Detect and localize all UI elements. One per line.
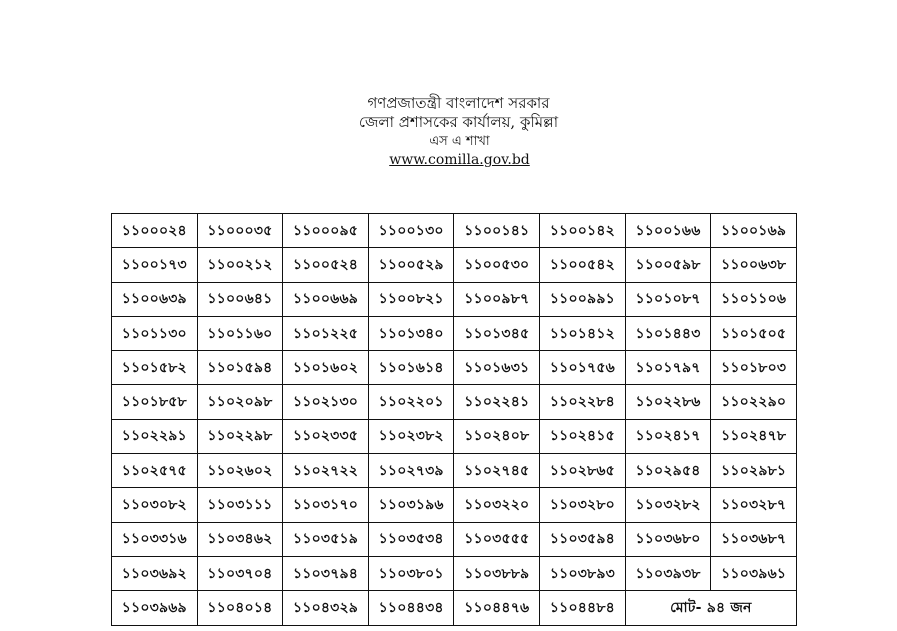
roll-number-cell: ১১০৩৮৮৯ — [454, 556, 540, 590]
roll-number-cell: ১১০৩৫৫৫ — [454, 522, 540, 556]
roll-number-cell: ১১০০৫৯৮ — [625, 248, 711, 282]
roll-number-cell: ১১০১৬৩১ — [454, 351, 540, 385]
roll-number-cell: ১১০২৪০৮ — [454, 419, 540, 453]
roll-number-cell: ১১০১১০৬ — [711, 282, 797, 316]
roll-number-cell: ১১০২২৮৬ — [625, 385, 711, 419]
table-row — [112, 282, 797, 316]
table-row — [112, 351, 797, 385]
roll-number-cell: ১১০২২৮৪ — [540, 385, 626, 419]
roll-number-cell: ১১০৩৩১৬ — [112, 522, 198, 556]
roll-number-cell: ১১০২৬০২ — [197, 454, 283, 488]
table-row — [112, 385, 797, 419]
roll-number-cell: ১১০০৬৪১ — [197, 282, 283, 316]
roll-number-cell: ১১০৪৪৮৪ — [540, 591, 626, 625]
roll-number-cell: ১১০১৭৫৬ — [540, 351, 626, 385]
roll-number-cell: ১১০০০২৪ — [112, 214, 198, 248]
roll-number-cell: ১১০০৯৯১ — [540, 282, 626, 316]
roll-number-cell: ১১০৩২৮৭ — [711, 488, 797, 522]
roll-number-cell: ১১০৩৫১৯ — [283, 522, 369, 556]
roll-number-cell: ১১০২০৯৮ — [197, 385, 283, 419]
roll-number-cell: ১১০১৬১৪ — [368, 351, 454, 385]
section-title: এস এ শাখা — [429, 134, 490, 149]
roll-number-cell: ১১০১৭৯৭ — [625, 351, 711, 385]
roll-number-cell: ১১০২৩৩৫ — [283, 419, 369, 453]
roll-number-cell: ১১০১০৮৭ — [625, 282, 711, 316]
roll-number-cell: ১১০০০৩৫ — [197, 214, 283, 248]
roll-number-cell: ১১০০৯৮৭ — [454, 282, 540, 316]
roll-number-cell: ১১০২২০১ — [368, 385, 454, 419]
roll-number-cell: ১১০৩২২০ — [454, 488, 540, 522]
roll-number-cell: ১১০০১৪২ — [540, 214, 626, 248]
roll-number-cell: ১১০৩৬৮৭ — [711, 522, 797, 556]
roll-number-cell: ১১০১১৬০ — [197, 316, 283, 350]
roll-number-cell: ১১০৩৪৬২ — [197, 522, 283, 556]
total-count: মোট- ৯৪ জন — [625, 591, 796, 625]
table-row — [112, 454, 797, 488]
roll-number-cell: ১১০০৫৪২ — [540, 248, 626, 282]
roll-number-cell: ১১০৩৫৯৪ — [540, 522, 626, 556]
roll-number-cell: ১১০২৪১৫ — [540, 419, 626, 453]
document-header — [0, 94, 897, 170]
roll-number-cell: ১১০২৮৬৫ — [540, 454, 626, 488]
roll-number-cell: ১১০০৫৩০ — [454, 248, 540, 282]
roll-number-cell: ১১০৩৯৬১ — [711, 556, 797, 590]
table-row — [112, 419, 797, 453]
roll-number-cell: ১১০১৩৪০ — [368, 316, 454, 350]
roll-number-cell: ১১০২৪৭৮ — [711, 419, 797, 453]
roll-number-cell: ১১০০২১২ — [197, 248, 283, 282]
roll-number-cell: ১১০০৫২৯ — [368, 248, 454, 282]
roll-number-cell: ১১০২২৯৮ — [197, 419, 283, 453]
roll-number-cell: ১১০৪০১৪ — [197, 591, 283, 625]
roll-number-cell: ১১০৩৭০৪ — [197, 556, 283, 590]
website-link[interactable]: www.comilla.gov.bd — [389, 152, 530, 168]
roll-number-cell: ১১০০১৬৬ — [625, 214, 711, 248]
roll-number-cell: ১১০৩৬৮০ — [625, 522, 711, 556]
table-row — [112, 522, 797, 556]
roll-number-cell: ১১০০৬৬৯ — [283, 282, 369, 316]
table-row — [112, 488, 797, 522]
roll-number-cell: ১১০৪৪৭৬ — [454, 591, 540, 625]
roll-number-cell: ১১০৩৯৩৮ — [625, 556, 711, 590]
roll-number-cell: ১১০১৫৮২ — [112, 351, 198, 385]
roll-number-table — [111, 213, 797, 626]
roll-number-cell: ১১০০৫২৪ — [283, 248, 369, 282]
roll-number-cell: ১১০২৯৫৪ — [625, 454, 711, 488]
roll-number-cell: ১১০৩১৯৬ — [368, 488, 454, 522]
roll-number-cell: ১১০৩৫৩৪ — [368, 522, 454, 556]
roll-number-cell: ১১০০৬৩৯ — [112, 282, 198, 316]
roll-number-cell: ১১০০১৪১ — [454, 214, 540, 248]
table-row — [112, 591, 797, 625]
roll-number-cell: ১১০০১৬৯ — [711, 214, 797, 248]
roll-number-cell: ১১০৩১৭০ — [283, 488, 369, 522]
roll-number-cell: ১১০১৩৪৫ — [454, 316, 540, 350]
roll-number-cell: ১১০১৫০৫ — [711, 316, 797, 350]
roll-number-cell: ১১০৩৮০১ — [368, 556, 454, 590]
roll-number-cell: ১১০১৪৪৩ — [625, 316, 711, 350]
roll-number-cell: ১১০৪৪৩৪ — [368, 591, 454, 625]
roll-number-cell: ১১০২৩৮২ — [368, 419, 454, 453]
roll-number-cell: ১১০১৬০২ — [283, 351, 369, 385]
roll-number-cell: ১১০০১৩০ — [368, 214, 454, 248]
roll-number-cell: ১১০২৫৭৫ — [112, 454, 198, 488]
roll-number-cell: ১১০২৭৪৫ — [454, 454, 540, 488]
roll-number-cell: ১১০৩১১১ — [197, 488, 283, 522]
roll-number-cell: ১১০২৯৮১ — [711, 454, 797, 488]
roll-number-cell: ১১০৩২৮০ — [540, 488, 626, 522]
roll-number-cell: ১১০০৮২১ — [368, 282, 454, 316]
roll-number-cell: ১১০২২৯০ — [711, 385, 797, 419]
roll-number-cell: ১১০১৮৫৮ — [112, 385, 198, 419]
roll-number-cell: ১১০১৫৯৪ — [197, 351, 283, 385]
roll-number-cell: ১১০০০৯৫ — [283, 214, 369, 248]
roll-number-cell: ১১০২১৩০ — [283, 385, 369, 419]
table-row — [112, 248, 797, 282]
roll-number-cell: ১১০২২৯১ — [112, 419, 198, 453]
roll-number-cell: ১১০৩৬৯২ — [112, 556, 198, 590]
roll-number-cell: ১১০৩৯৬৯ — [112, 591, 198, 625]
roll-number-cell: ১১০৩২৮২ — [625, 488, 711, 522]
roll-number-cell: ১১০২৭২২ — [283, 454, 369, 488]
roll-number-cell: ১১০২২৪১ — [454, 385, 540, 419]
roll-number-cell: ১১০১২২৫ — [283, 316, 369, 350]
government-title: গণপ্রজাতন্ত্রী বাংলাদেশ সরকার — [367, 94, 550, 112]
roll-number-cell: ১১০২৭৩৯ — [368, 454, 454, 488]
table-row — [112, 214, 797, 248]
table-row — [112, 316, 797, 350]
roll-number-cell: ১১০১১৩০ — [112, 316, 198, 350]
roll-number-cell: ১১০৩৭৯৪ — [283, 556, 369, 590]
roll-number-cell: ১১০০৬৩৮ — [711, 248, 797, 282]
roll-number-cell: ১১০৩৮৯৩ — [540, 556, 626, 590]
roll-number-cell: ১১০১৪১২ — [540, 316, 626, 350]
roll-number-cell: ১১০১৮০৩ — [711, 351, 797, 385]
table-row — [112, 556, 797, 590]
roll-number-cell: ১১০০১৭৩ — [112, 248, 198, 282]
office-title: জেলা প্রশাসকের কার্যালয়, কুমিল্লা — [358, 113, 559, 131]
roll-number-cell: ১১০৪৩২৯ — [283, 591, 369, 625]
roll-number-cell: ১১০২৪১৭ — [625, 419, 711, 453]
roll-number-cell: ১১০৩০৮২ — [112, 488, 198, 522]
